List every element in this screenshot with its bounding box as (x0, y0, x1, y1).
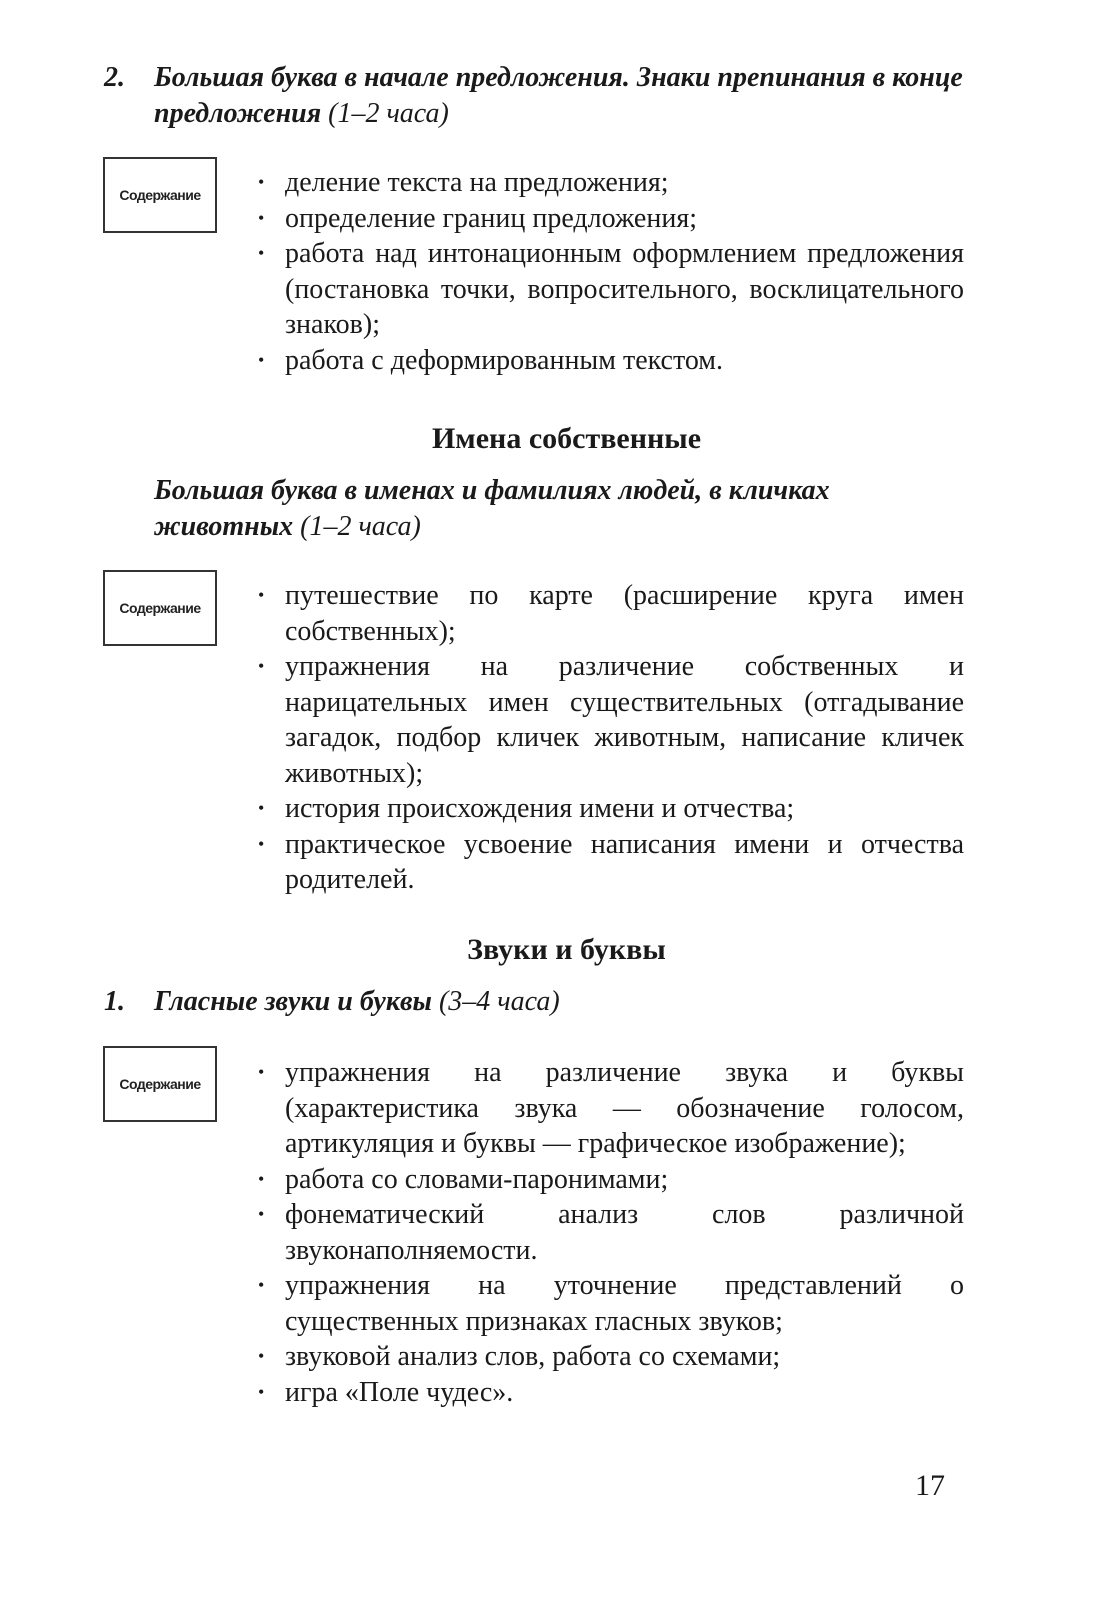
bullet-icon: • (258, 585, 265, 605)
content-box-label: Содержание (119, 187, 201, 203)
content-box-label: Содержание (119, 600, 201, 616)
bullet-icon: • (258, 1168, 265, 1189)
bullet-icon: • (258, 349, 265, 370)
section-heading-3 (104, 984, 964, 1020)
section-heading-2 (154, 473, 964, 545)
list-item: • упражнения на различение собственных и нарицательных имен существительных (отгадывание загадок, подбор кличек животным, написание кличек животных); (258, 651, 964, 789)
bullet-icon: • (258, 1346, 265, 1366)
content-box (103, 157, 217, 233)
hours-label: (3–4 часа) (438, 986, 560, 1017)
hours-label: (1–2 часа) (328, 98, 449, 129)
list-item: • упражнения на уточнение представлений о существенных признаках гласных звуков; (258, 1270, 964, 1337)
bullet-list-2 (258, 578, 964, 898)
bullet-icon: • (258, 833, 265, 854)
bullet-icon: • (258, 172, 265, 192)
page-number: 17 (915, 1469, 945, 1502)
list-item: • путешествие по карте (расширение круга имен собственных); (258, 580, 964, 647)
section-heading-text: Большая буква в начале предложения. Знаки препинания в конце предложения (154, 62, 963, 129)
content-box (103, 1046, 217, 1122)
bullet-icon: • (258, 1062, 265, 1082)
section-heading-text: Гласные звуки и буквы (154, 986, 432, 1017)
list-item: • определение границ предложения; (258, 201, 964, 237)
hours-label: (1–2 часа) (300, 511, 421, 542)
bullet-icon: • (258, 207, 265, 228)
section-number: 1. (104, 986, 125, 1017)
list-item: • история происхождения имени и отчества; (258, 791, 964, 827)
content-box-label: Содержание (119, 1076, 201, 1092)
content-box (103, 570, 217, 646)
bullet-icon: • (258, 798, 265, 818)
list-item: • работа с деформированным текстом. (258, 343, 964, 379)
bullet-icon: • (258, 656, 265, 676)
section-number: 2. (104, 62, 125, 93)
list-item: • деление текста на предложения; (258, 165, 964, 201)
list-item: • фонематический анализ слов различной звуконаполняемости. (258, 1199, 964, 1266)
bullet-icon: • (258, 1381, 265, 1402)
list-item: • упражнения на различение звука и буквы (характеристика звука — обозначение голосом, артикуляция и буквы — графическое изображение); (258, 1057, 964, 1159)
bullet-icon: • (258, 243, 265, 263)
bullet-list-1 (258, 165, 964, 378)
bullet-icon: • (258, 1204, 265, 1224)
section-heading-text: Большая буква в именах и фамилиях людей, в кличках животных (154, 475, 830, 542)
list-item: • звуковой анализ слов, работа со схемами; (258, 1339, 964, 1375)
section-title: Звуки и буквы (467, 933, 666, 966)
list-item: • работа со словами-паронимами; (258, 1162, 964, 1198)
section-heading-1 (104, 60, 964, 132)
list-item: • работа над интонационным оформлением предложения (постановка точки, вопросительного, восклицательного знаков); (258, 238, 964, 340)
section-title: Имена собственные (431, 422, 702, 455)
list-item: • игра «Поле чудес». (258, 1375, 964, 1411)
list-item: • практическое усвоение написания имени и отчества родителей. (258, 828, 964, 895)
bullet-icon: • (258, 1275, 265, 1295)
bullet-list-3 (258, 1055, 964, 1410)
